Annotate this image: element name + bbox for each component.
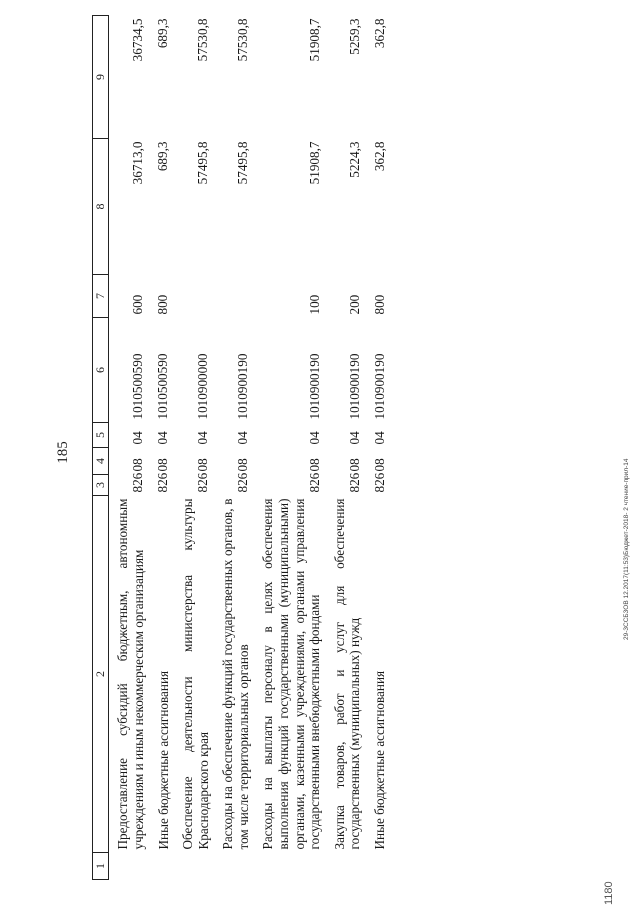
row-value-col8: 5224,3 [346, 141, 362, 178]
row-value-col8: 689,3 [155, 141, 171, 172]
row-code-subsection: 04 [306, 431, 322, 445]
header-col-1: 1 [93, 853, 109, 880]
table-row [254, 16, 325, 880]
row-code-target: 1010900190 [306, 353, 322, 420]
row-name: Обеспечение деятельности министерства культуры Краснодарского края [180, 498, 211, 850]
row-value-col8: 36713,0 [130, 141, 146, 185]
corner-mark: 1180 [603, 881, 615, 905]
row-code-section: 08 [306, 458, 322, 472]
row-code-section: 08 [346, 458, 362, 472]
row-code-subsection: 04 [235, 431, 251, 445]
row-code-subsection: 04 [346, 431, 362, 445]
print-footer: 29-3ССБ3ОВ 12.2017(11:53)Бюджет-2018- 2 чтение-прил-14 [623, 458, 630, 640]
row-code-ministry: 826 [195, 472, 211, 493]
header-col-4: 4 [93, 448, 109, 475]
row-name: Закупка товаров, работ и услуг для обеспечения государственных (муниципальных) нужд [331, 498, 363, 850]
row-value-col9: 362,8 [371, 18, 387, 49]
row-code-section: 08 [195, 458, 211, 472]
row-code-subsection: 04 [155, 431, 171, 445]
table-row [109, 16, 150, 880]
row-name: Предоставление субсидий бюджетным, автономным учреждениям и иным некоммерческим организациям [115, 498, 146, 850]
table-header-row [93, 16, 109, 880]
row-code-section: 08 [235, 458, 251, 472]
header-col-5: 5 [93, 423, 109, 448]
row-value-col9: 5259,3 [346, 18, 362, 55]
row-name: Расходы на обеспечение функций государственных органов, в том числе территориальных органов [220, 498, 251, 850]
row-value-col8: 57495,8 [195, 141, 211, 185]
row-value-col9: 51908,7 [306, 18, 322, 62]
row-code-target: 1010500590 [155, 353, 171, 420]
header-col-6: 6 [93, 318, 109, 423]
row-code-ministry: 826 [155, 472, 171, 493]
row-value-col9: 57530,8 [235, 18, 251, 62]
row-code-target: 1010900190 [371, 353, 387, 420]
row-col-1 [174, 853, 214, 880]
row-code-ministry: 826 [130, 472, 146, 493]
header-col-7: 7 [93, 275, 109, 318]
table-row [214, 16, 254, 880]
row-code-subsection: 04 [371, 431, 387, 445]
table-row [149, 16, 174, 880]
row-col-1 [254, 853, 325, 880]
row-value-col9: 57530,8 [195, 18, 211, 62]
row-code-section: 08 [371, 458, 387, 472]
row-value-col9: 36734,5 [130, 18, 146, 62]
row-code-target: 1010900190 [346, 353, 362, 420]
row-code-target: 1010900190 [235, 353, 251, 420]
row-col-1 [109, 853, 150, 880]
header-col-3: 3 [93, 475, 109, 496]
row-value-col8: 57495,8 [235, 141, 251, 185]
table-row [366, 16, 391, 880]
row-code-subsection: 04 [195, 431, 211, 445]
row-code-ministry: 826 [371, 472, 387, 493]
row-code-target: 1010900000 [195, 353, 211, 420]
row-code-expense-type: 800 [155, 294, 171, 315]
row-code-expense-type: 600 [130, 294, 146, 315]
row-col-1 [214, 853, 254, 880]
header-col-9: 9 [93, 16, 109, 139]
row-code-expense-type: 200 [346, 294, 362, 315]
row-value-col9: 689,3 [155, 18, 171, 49]
row-name: Иные бюджетные ассигнования [155, 670, 171, 850]
row-code-expense-type: 100 [306, 294, 322, 315]
header-col-2: 2 [93, 496, 109, 853]
rotated-table-wrapper [92, 18, 637, 880]
row-col-1 [366, 853, 391, 880]
row-code-expense-type [214, 275, 254, 318]
row-code-section: 08 [130, 458, 146, 472]
table-row [326, 16, 366, 880]
row-code-ministry: 826 [346, 472, 362, 493]
row-code-expense-type: 800 [371, 294, 387, 315]
row-code-ministry: 826 [235, 472, 251, 493]
row-code-section: 08 [155, 458, 171, 472]
row-code-subsection: 04 [130, 431, 146, 445]
row-code-expense-type [174, 275, 214, 318]
row-code-target: 1010500590 [130, 353, 146, 420]
row-value-col8: 51908,7 [306, 141, 322, 185]
row-name: Иные бюджетные ассигнования [372, 670, 388, 850]
header-col-8: 8 [93, 139, 109, 275]
row-col-1 [149, 853, 174, 880]
row-name: Расходы на выплаты персоналу в целях обеспечения выполнения функций государственными (муниципальными) органами, казенными учреждениями, органами управления государственными внебюджетными фондами [260, 498, 323, 850]
row-value-col8: 362,8 [371, 141, 387, 172]
page-number: 185 [55, 441, 71, 464]
table-row [174, 16, 214, 880]
budget-table [92, 15, 391, 880]
row-code-ministry: 826 [306, 472, 322, 493]
row-col-1 [326, 853, 366, 880]
